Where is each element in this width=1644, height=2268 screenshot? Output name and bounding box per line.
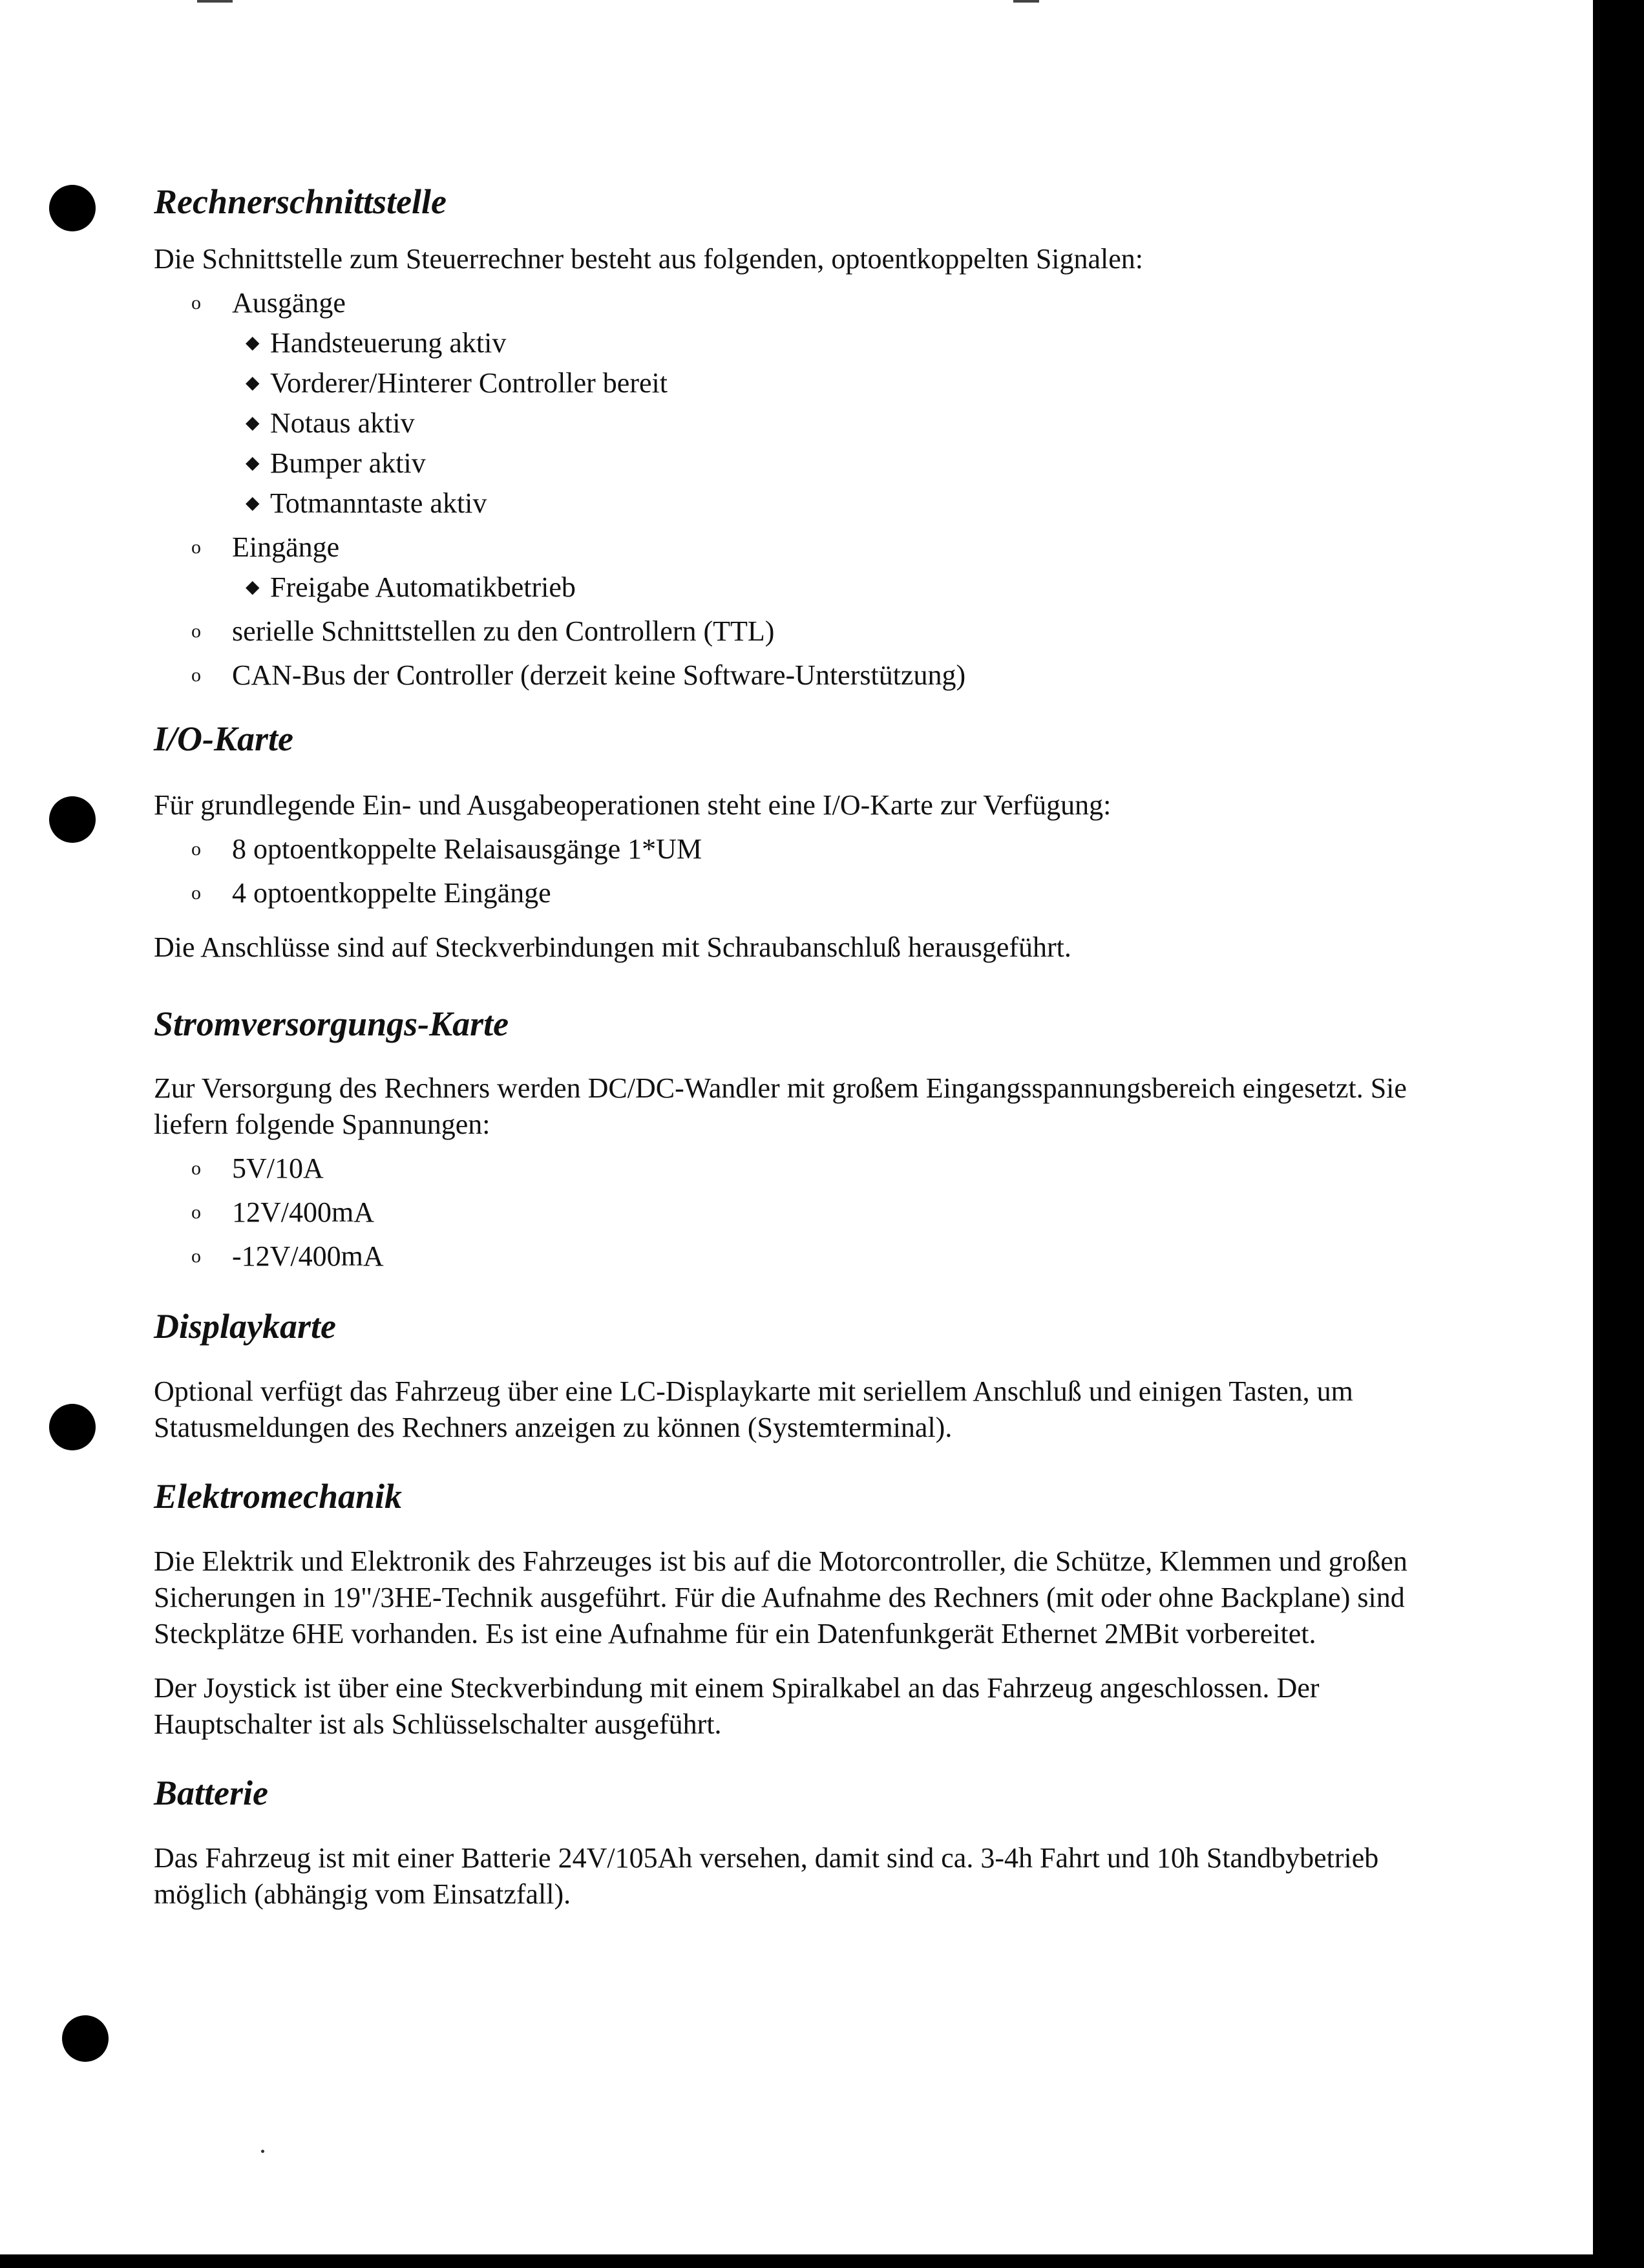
list-item	[154, 1194, 1446, 1231]
punch-hole	[62, 2015, 109, 2062]
punch-hole	[49, 796, 96, 843]
section-text: Die Elektrik und Elektronik des Fahrzeuges ist bis auf die Motorcontroller, die Schütze, Klemmen und großen Sicherungen in 19"/3HE-Technik ausgeführt. Für die Aufnahme des Rechners (mit oder ohne Backplane) sind Steckplätze 6HE vorhanden. Es ist eine Aufnahme für ein Datenfunkgerät Ethernet 2MBit vorbereitet.	[154, 1545, 1407, 1649]
list-item-label: Eingänge	[232, 531, 340, 563]
list-item-label: 8 optoentkoppelte Relaisausgänge 1*UM	[232, 832, 702, 865]
document-body	[154, 181, 1446, 1913]
list-item	[154, 613, 1446, 650]
diamond-bullet-icon: ◆	[246, 412, 260, 433]
scan-mark	[1013, 0, 1039, 3]
sub-list-item-label: Bumper aktiv	[270, 447, 426, 479]
list-item	[154, 1238, 1446, 1275]
list-item-label: 12V/400mA	[232, 1196, 374, 1229]
section-title: Rechnerschnittstelle	[154, 182, 447, 221]
section-io-karte	[154, 718, 1446, 966]
section-title: Stromversorgungs-Karte	[154, 1004, 509, 1043]
circle-bullet-icon: o	[191, 1158, 201, 1180]
list-item-label: Ausgänge	[232, 286, 346, 319]
sub-list-item-label: Vorderer/Hinterer Controller bereit	[270, 366, 668, 399]
diamond-bullet-icon: ◆	[246, 493, 260, 513]
punch-hole	[49, 1404, 96, 1450]
section-intro: Zur Versorgung des Rechners werden DC/DC-Wandler mit großem Eingangsspannungsbereich eingesetzt. Sie liefern folgende Spannungen:	[154, 1072, 1407, 1141]
sub-list-item	[154, 485, 1446, 522]
section-title: I/O-Karte	[154, 719, 293, 758]
section-outro: Die Anschlüsse sind auf Steckverbindungen mit Schraubanschluß herausgeführt.	[154, 931, 1071, 963]
section-elektromechanik	[154, 1476, 1446, 1743]
list-item-label: 5V/10A	[232, 1152, 324, 1185]
section-title: Batterie	[154, 1773, 268, 1812]
sub-list-item	[154, 445, 1446, 482]
circle-bullet-icon: o	[191, 838, 201, 860]
scan-border-right	[1593, 0, 1644, 2268]
punch-hole	[49, 185, 96, 231]
section-title: Elektromechanik	[154, 1477, 403, 1516]
io-list	[154, 831, 1446, 911]
section-text: Optional verfügt das Fahrzeug über eine LC-Displaykarte mit seriellem Anschluß und einigen Tasten, um Statusmeldungen des Rechners anzeigen zu können (Systemterminal).	[154, 1375, 1353, 1444]
scan-border-bottom	[0, 2254, 1644, 2268]
section-text: Das Fahrzeug ist mit einer Batterie 24V/105Ah versehen, damit sind ca. 3-4h Fahrt und 10h Standbybetrieb möglich (abhängig vom Einsatzfall).	[154, 1841, 1379, 1910]
sub-list-item-label: Notaus aktiv	[270, 407, 415, 439]
list-item	[154, 285, 1446, 321]
list-item	[154, 831, 1446, 867]
diamond-bullet-icon: ◆	[246, 372, 260, 393]
diamond-bullet-icon: ◆	[246, 577, 260, 597]
sub-list-item	[154, 325, 1446, 361]
circle-bullet-icon: o	[191, 664, 201, 686]
signal-list	[154, 285, 1446, 694]
sub-list-item	[154, 569, 1446, 606]
circle-bullet-icon: o	[191, 291, 201, 313]
sub-list-item-label: Handsteuerung aktiv	[270, 326, 507, 359]
list-item-label: serielle Schnittstellen zu den Controllern (TTL)	[232, 615, 775, 647]
circle-bullet-icon: o	[191, 1202, 201, 1224]
diamond-bullet-icon: ◆	[246, 332, 260, 353]
section-title: Displaykarte	[154, 1307, 336, 1346]
scan-speck	[261, 2150, 264, 2153]
circle-bullet-icon: o	[191, 1245, 201, 1267]
list-item-label: -12V/400mA	[232, 1240, 384, 1273]
sub-list-item	[154, 365, 1446, 401]
sub-list-item-label: Totmanntaste aktiv	[270, 487, 487, 519]
section-batterie	[154, 1772, 1446, 1913]
circle-bullet-icon: o	[191, 536, 201, 558]
section-intro: Die Schnittstelle zum Steuerrechner besteht aus folgenden, optoentkoppelten Signalen:	[154, 242, 1144, 275]
section-text: Der Joystick ist über eine Steckverbindung mit einem Spiralkabel an das Fahrzeug angeschlossen. Der Hauptschalter ist als Schlüsselschalter ausgeführt.	[154, 1671, 1320, 1740]
list-item	[154, 657, 1446, 694]
list-item-label: CAN-Bus der Controller (derzeit keine Software-Unterstützung)	[232, 659, 966, 691]
section-intro: Für grundlegende Ein- und Ausgabeoperationen steht eine I/O-Karte zur Verfügung:	[154, 789, 1112, 821]
voltage-list	[154, 1150, 1446, 1275]
section-stromversorgung	[154, 1003, 1446, 1275]
list-item	[154, 1150, 1446, 1187]
sub-list-item-label: Freigabe Automatikbetrieb	[270, 571, 576, 603]
list-item-label: 4 optoentkoppelte Eingänge	[232, 876, 551, 909]
circle-bullet-icon: o	[191, 620, 201, 642]
diamond-bullet-icon: ◆	[246, 452, 260, 473]
section-rechnerschnittstelle	[154, 181, 1446, 694]
circle-bullet-icon: o	[191, 882, 201, 904]
section-displaykarte	[154, 1306, 1446, 1446]
sub-list-item	[154, 405, 1446, 441]
scan-mark	[197, 0, 233, 3]
list-item	[154, 529, 1446, 566]
list-item	[154, 875, 1446, 911]
